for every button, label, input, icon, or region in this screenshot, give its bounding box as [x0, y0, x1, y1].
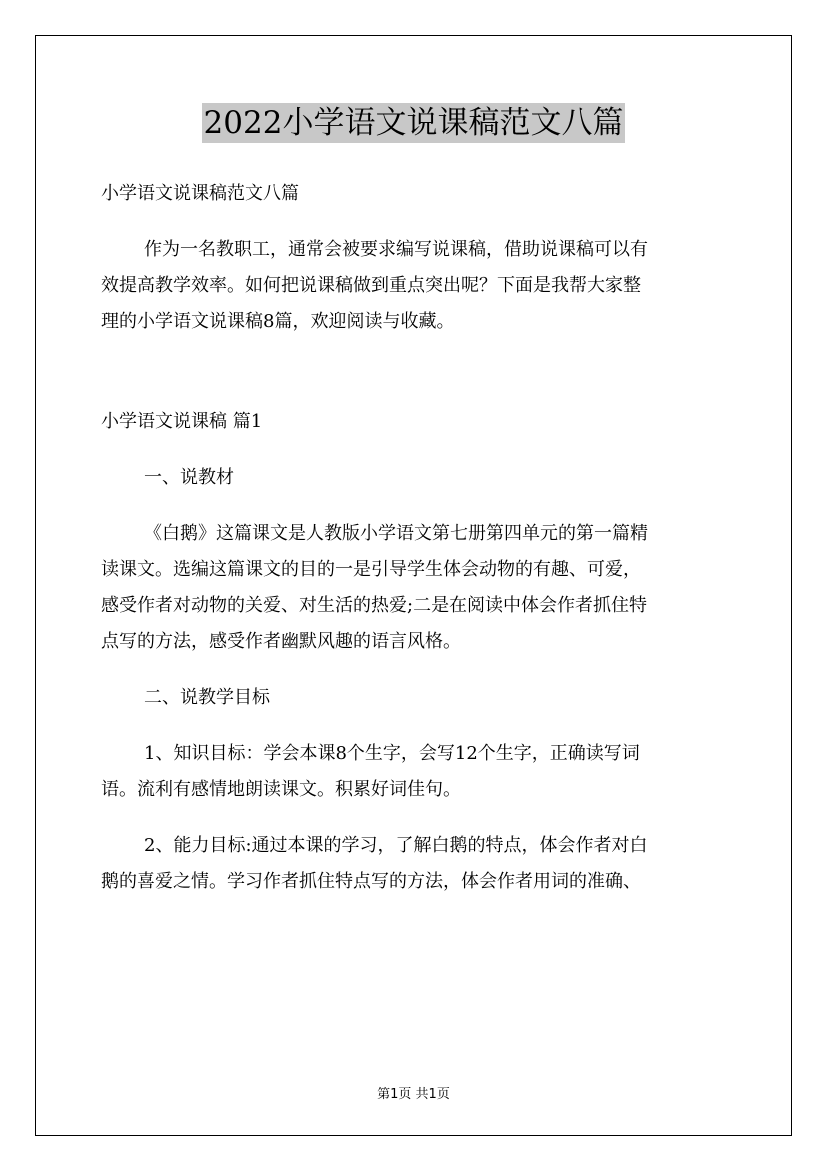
- heading-block: [101, 680, 726, 716]
- heading-goals: 二、说教学目标: [144, 687, 270, 708]
- title-container: [0, 103, 827, 143]
- intro-line: 效提高教学效率。如何把说课稿做到重点突出呢？下面是我帮大家整: [101, 275, 641, 296]
- heading-block: [101, 460, 726, 496]
- section-title: 小学语文说课稿 篇1: [101, 411, 263, 432]
- paragraph-line: 读课文。选编这篇课文的目的一是引导学生体会动物的有趣、可爱，: [101, 559, 641, 580]
- paragraph-line: 语。流利有感情地朗读课文。积累好词佳句。: [101, 779, 461, 800]
- page-number: 第1页 共1页: [377, 1087, 450, 1102]
- heading-textbook: 一、说教材: [144, 467, 234, 488]
- paragraph-line: 点写的方法，感受作者幽默风趣的语言风格。: [101, 631, 461, 652]
- document-subtitle: 小学语文说课稿范文八篇: [101, 183, 299, 204]
- spacer: [101, 340, 726, 404]
- paragraph-line: 感受作者对动物的关爱、对生活的热爱;二是在阅读中体会作者抓住特: [101, 595, 648, 616]
- textbook-paragraph: [101, 516, 726, 660]
- ability-goal-paragraph: [101, 828, 726, 900]
- page-footer: [0, 1083, 827, 1102]
- paragraph-line: 2、能力目标:通过本课的学习，了解白鹅的特点，体会作者对白: [144, 835, 648, 856]
- document-body: [101, 176, 726, 900]
- intro-paragraph: [101, 232, 726, 340]
- knowledge-goal-paragraph: [101, 736, 726, 808]
- intro-line: 理的小学语文说课稿8篇，欢迎阅读与收藏。: [101, 311, 455, 332]
- intro-line: 作为一名教职工，通常会被要求编写说课稿，借助说课稿可以有: [144, 239, 648, 260]
- paragraph-line: 《白鹅》这篇课文是人教版小学语文第七册第四单元的第一篇精: [144, 523, 648, 544]
- paragraph-line: 1、知识目标：学会本课8个生字，会写12个生字，正确读写词: [144, 743, 640, 764]
- document-title: 2022小学语文说课稿范文八篇: [203, 105, 624, 141]
- paragraph-line: 鹅的喜爱之情。学习作者抓住特点写的方法，体会作者用词的准确、: [101, 871, 641, 892]
